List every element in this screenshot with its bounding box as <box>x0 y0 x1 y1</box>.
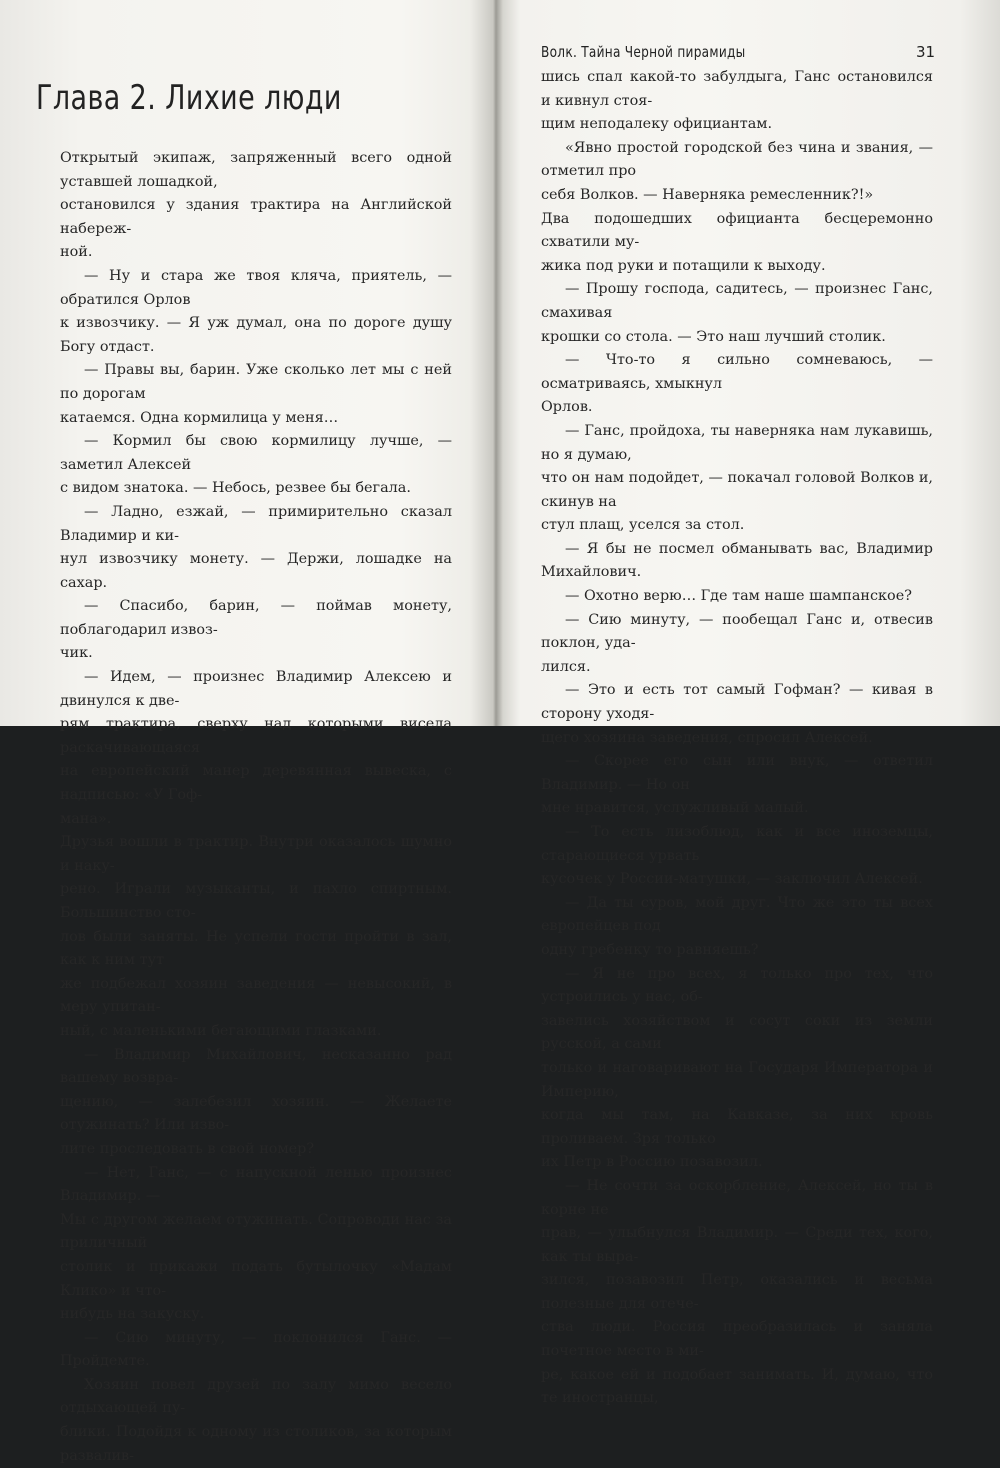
text-line: прав, — улыбнулся Владимир. — Среди тех, кого, как ты выра- <box>541 1225 933 1265</box>
text-line: лился. <box>541 658 591 675</box>
text-line: катаемся. Одна кормилица у меня… <box>60 409 339 426</box>
text-line: ный, с маленькими бегающими глазками. <box>60 1022 382 1039</box>
text-line: лов были заняты. Не успели гости пройти в зал, как к ним тут <box>60 928 452 969</box>
text-line: — Скорее его сын или внук, — ответил Владимир. — Но он <box>541 753 933 793</box>
text-line: Мы с другом желаем отужинать. Сопроводи нас за приличный <box>60 1211 452 1252</box>
text-line: «Явно простой городской без чина и звания, — отметил про <box>541 139 933 180</box>
text-line: Хозяин повел друзей по залу мимо весело отдыхающей пу- <box>60 1376 452 1417</box>
text-line: их Петр в Россию позавозил. <box>541 1154 763 1171</box>
text-line: рям трактира, сверху над которыми висела раскачивающаяся <box>60 716 452 756</box>
text-line: — Да ты суров, мой друг. Что же это ты всех европейцев под <box>541 894 933 935</box>
text-line: — Нет, Ганс, — с напускной ленью произнес Владимир. — <box>60 1164 452 1205</box>
text-line: — Прошу господа, садитесь, — произнес Ганс, смахивая <box>541 281 933 321</box>
text-line: ре, какое ей и подобает занимать. И, думаю, что те иностранцы, <box>541 1366 933 1407</box>
text-line: жика под руки и потащили к выходу. <box>541 257 826 274</box>
left-page <box>0 0 492 1464</box>
text-line: — Ладно, езжай, — примирительно сказал Владимир и ки- <box>60 503 452 544</box>
text-line: кусочек у России-матушки, — заключил Алексей. <box>541 871 923 888</box>
right-page-body <box>541 66 933 1411</box>
text-line: — Идем, — произнес Владимир Алексею и двинулся к две- <box>60 669 452 709</box>
text-line: одну гребенку то равняешь? <box>541 941 759 958</box>
text-line: — Сию минуту, — поклонился Ганс. — Пройдемте. <box>60 1329 452 1370</box>
text-line: к извозчику. — Я уж думал, она по дороге душу Богу отдаст. <box>60 315 452 355</box>
text-line: — Сию минуту, — пообещал Ганс и, отвесив поклон, уда- <box>541 611 933 652</box>
text-line: щим неподалеку официантам. <box>541 116 773 133</box>
text-line: щению, — залебезил хозяин. — Желаете отужинать? Или изво- <box>60 1093 452 1134</box>
text-line: стул плащ, уселся за стол. <box>541 517 745 534</box>
text-line: — Владимир Михайлович, несказанно рад вашему возвра- <box>60 1046 452 1087</box>
text-line: — Правы вы, барин. Уже сколько лет мы с ней по дорогам <box>60 362 452 402</box>
text-line: завелись хозяйством и сосут соки из земли русской, а сами <box>541 1012 933 1053</box>
text-line: крошки со стола. — Это наш лучший столик. <box>541 328 886 345</box>
text-line: когда мы там, на Кавказе, за них кровь проливаем. Зря только <box>541 1107 933 1147</box>
text-line: остановился у здания трактира на Английской набереж- <box>60 197 452 237</box>
text-line: чик. <box>60 645 93 662</box>
text-line: себя Волков. — Наверняка ремесленник?!» <box>541 186 874 203</box>
text-line: — То есть лизоблюд, как и все иноземцы, старающиеся урвать <box>541 824 933 864</box>
running-head: Волк. Тайна Черной пирамиды <box>541 43 746 61</box>
text-line: — Что-то я сильно сомневаюсь, — осматриваясь, хмыкнул <box>541 352 933 392</box>
left-page-body <box>60 147 452 1468</box>
text-line: — Я бы не посмел обманывать вас, Владимир Михайлович. <box>541 540 933 581</box>
text-line: Открытый экипаж, запряженный всего одной уставшей лошадкой, <box>60 150 452 190</box>
text-line: мана». <box>60 810 112 827</box>
text-line: нибудь на закуску. <box>60 1306 205 1323</box>
text-line: на европейский манер деревянная вывеска, с надписью: «У Гоф- <box>60 763 452 804</box>
text-line: нул извозчику монету. — Держи, лошадке на сахар. <box>60 551 452 591</box>
text-line: — Ганс, пройдоха, ты наверняка нам лукавишь, но я думаю, <box>541 422 933 463</box>
text-line: столик и прикажи подать бутылочку «Мадам Клико» и что- <box>60 1258 452 1299</box>
text-line: только и наговаривают на Государя Императора и Империю, <box>541 1059 933 1100</box>
text-line: — Не сочти за оскорбление, Алексей, но ты в корне не <box>541 1177 933 1218</box>
text-line: — Спасибо, барин, — поймав монету, поблагодарил извоз- <box>60 598 452 638</box>
text-line: Орлов. <box>541 399 593 416</box>
text-line: с видом знатока. — Небось, резвее бы бегала. <box>60 480 411 497</box>
text-line: мне нравится, услужливый малый. <box>541 800 809 817</box>
text-line: — Это и есть тот самый Гофман? — кивая в сторону уходя- <box>541 682 933 723</box>
text-line: Друзья вошли в трактир. Внутри оказалось шумно и наку- <box>60 834 452 874</box>
page-number: 31 <box>916 43 936 61</box>
text-line: зился, позавозил Петр, оказались и весьма полезные для отече- <box>541 1272 933 1312</box>
text-line: шись спал какой-то забулдыга, Ганс остановился и кивнул стоя- <box>541 69 933 109</box>
text-line: — Я не про всех, я только про тех, что устроились у нас, об- <box>541 965 933 1006</box>
text-line: щего хозяина заведения, спросил Алексей. <box>541 729 873 746</box>
text-line: — Ну и стара же твоя кляча, приятель, — обратился Орлов <box>60 267 452 308</box>
right-page <box>500 0 1000 1407</box>
text-line: лите проследовать в свой номер? <box>60 1140 315 1157</box>
text-line: ной. <box>60 244 93 261</box>
text-line: — Охотно верю… Где там наше шампанское? <box>565 588 912 605</box>
text-line: Два подошедших официанта бесцеремонно схватили му- <box>541 210 933 251</box>
text-line: рено. Играли музыканты, и пахло спиртным. Большинство сто- <box>60 881 452 921</box>
text-line: что он нам подойдет, — покачал головой Волков и, скинув на <box>541 470 933 510</box>
chapter-title: Глава 2. Лихие люди <box>36 78 342 118</box>
text-line: блики. Подойдя к одному из столиков, за которым развалив- <box>60 1424 452 1464</box>
text-line: же подбежал хозяин заведения — невысокий, в меру упитан- <box>60 975 452 1016</box>
text-line: — Кормил бы свою кормилицу лучше, — заметил Алексей <box>60 433 452 473</box>
text-line: ства люди. Россия преобразилась и заняла почетное место в ми- <box>541 1319 933 1360</box>
